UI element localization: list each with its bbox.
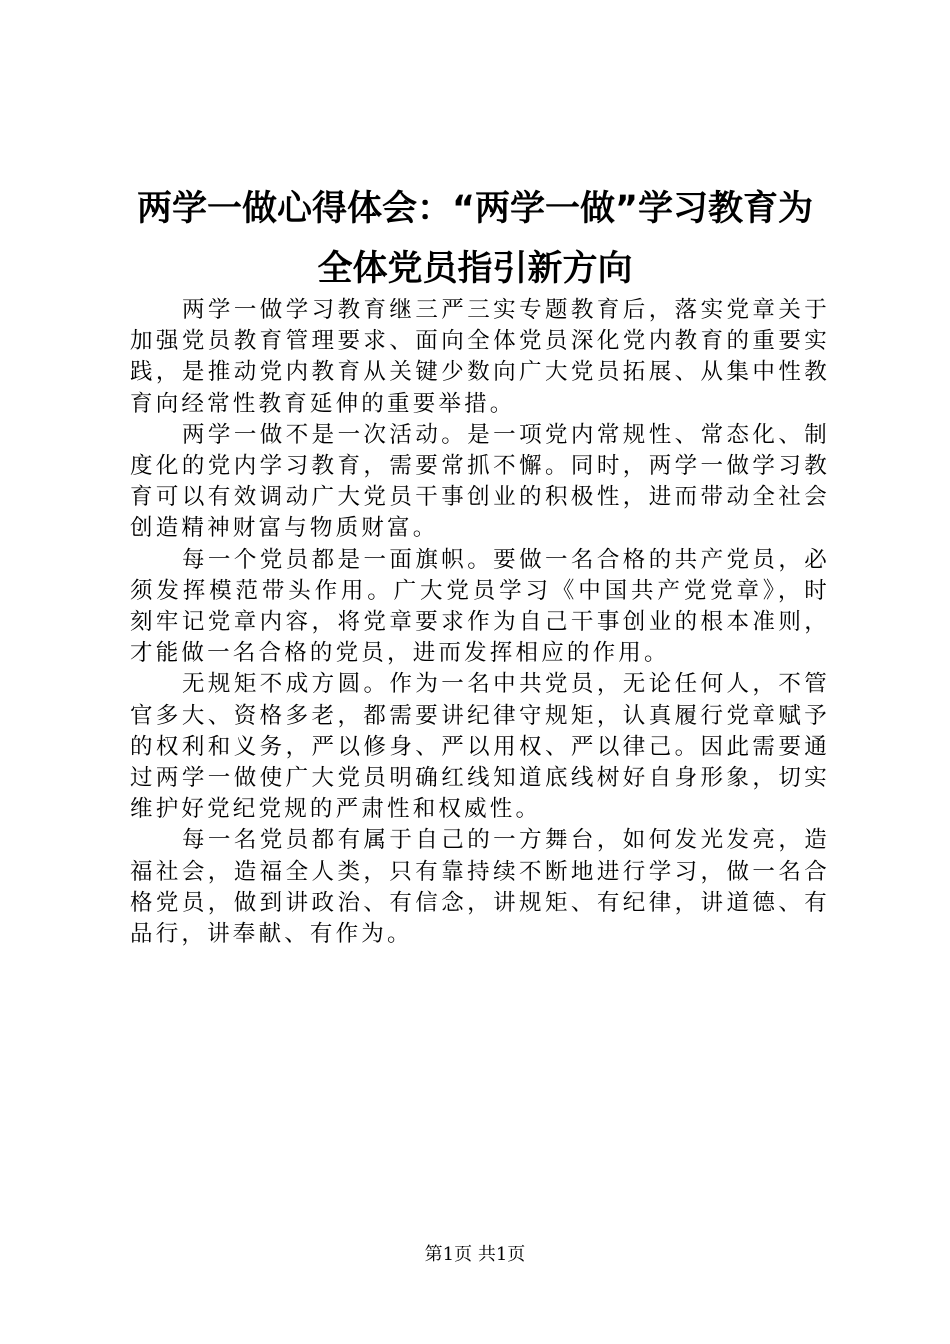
paragraph: 两学一做学习教育继三严三实专题教育后，落实党章关于加强党员教育管理要求、面向全体党员深化党内教育的重要实践，是推动党内教育从关键少数向广大党员拓展、从集中性教育向经常性教育延伸的重要举措。 (130, 297, 830, 417)
paragraph: 每一名党员都有属于自己的一方舞台，如何发光发亮，造福社会，造福全人类，只有靠持续不断地进行学习，做一名合格党员，做到讲政治、有信念，讲规矩、有纪律，讲道德、有品行，讲奉献、有作为。 (130, 827, 830, 948)
paragraph: 每一个党员都是一面旗帜。要做一名合格的共产党员，必须发挥模范带头作用。广大党员学习《中国共产党党章》，时刻牢记党章内容，将党章要求作为自己干事创业的根本准则，才能做一名合格的党员，进而发挥相应的作用。 (130, 546, 830, 667)
document-body (130, 295, 830, 950)
paragraph: 无规矩不成方圆。作为一名中共党员，无论任何人，不管官多大、资格多老，都需要讲纪律守规矩，认真履行党章赋予的权利和义务，严以修身、严以用权、严以律己。因此需要通过两学一做使广大党员明确红线知道底线树好自身形象，切实维护好党纪党规的严肃性和权威性。 (130, 671, 830, 823)
title-line-1: 两学一做心得体会：“两学一做”学习教育为 (136, 189, 813, 229)
page-number-footer: 第1页 共1页 (424, 1244, 526, 1265)
document-title (110, 180, 840, 298)
title-line-2: 全体党员指引新方向 (317, 249, 633, 289)
paragraph: 两学一做不是一次活动。是一项党内常规性、常态化、制度化的党内学习教育，需要常抓不懈。同时，两学一做学习教育可以有效调动广大党员干事创业的积极性，进而带动全社会创造精神财富与物质财富。 (130, 421, 830, 542)
